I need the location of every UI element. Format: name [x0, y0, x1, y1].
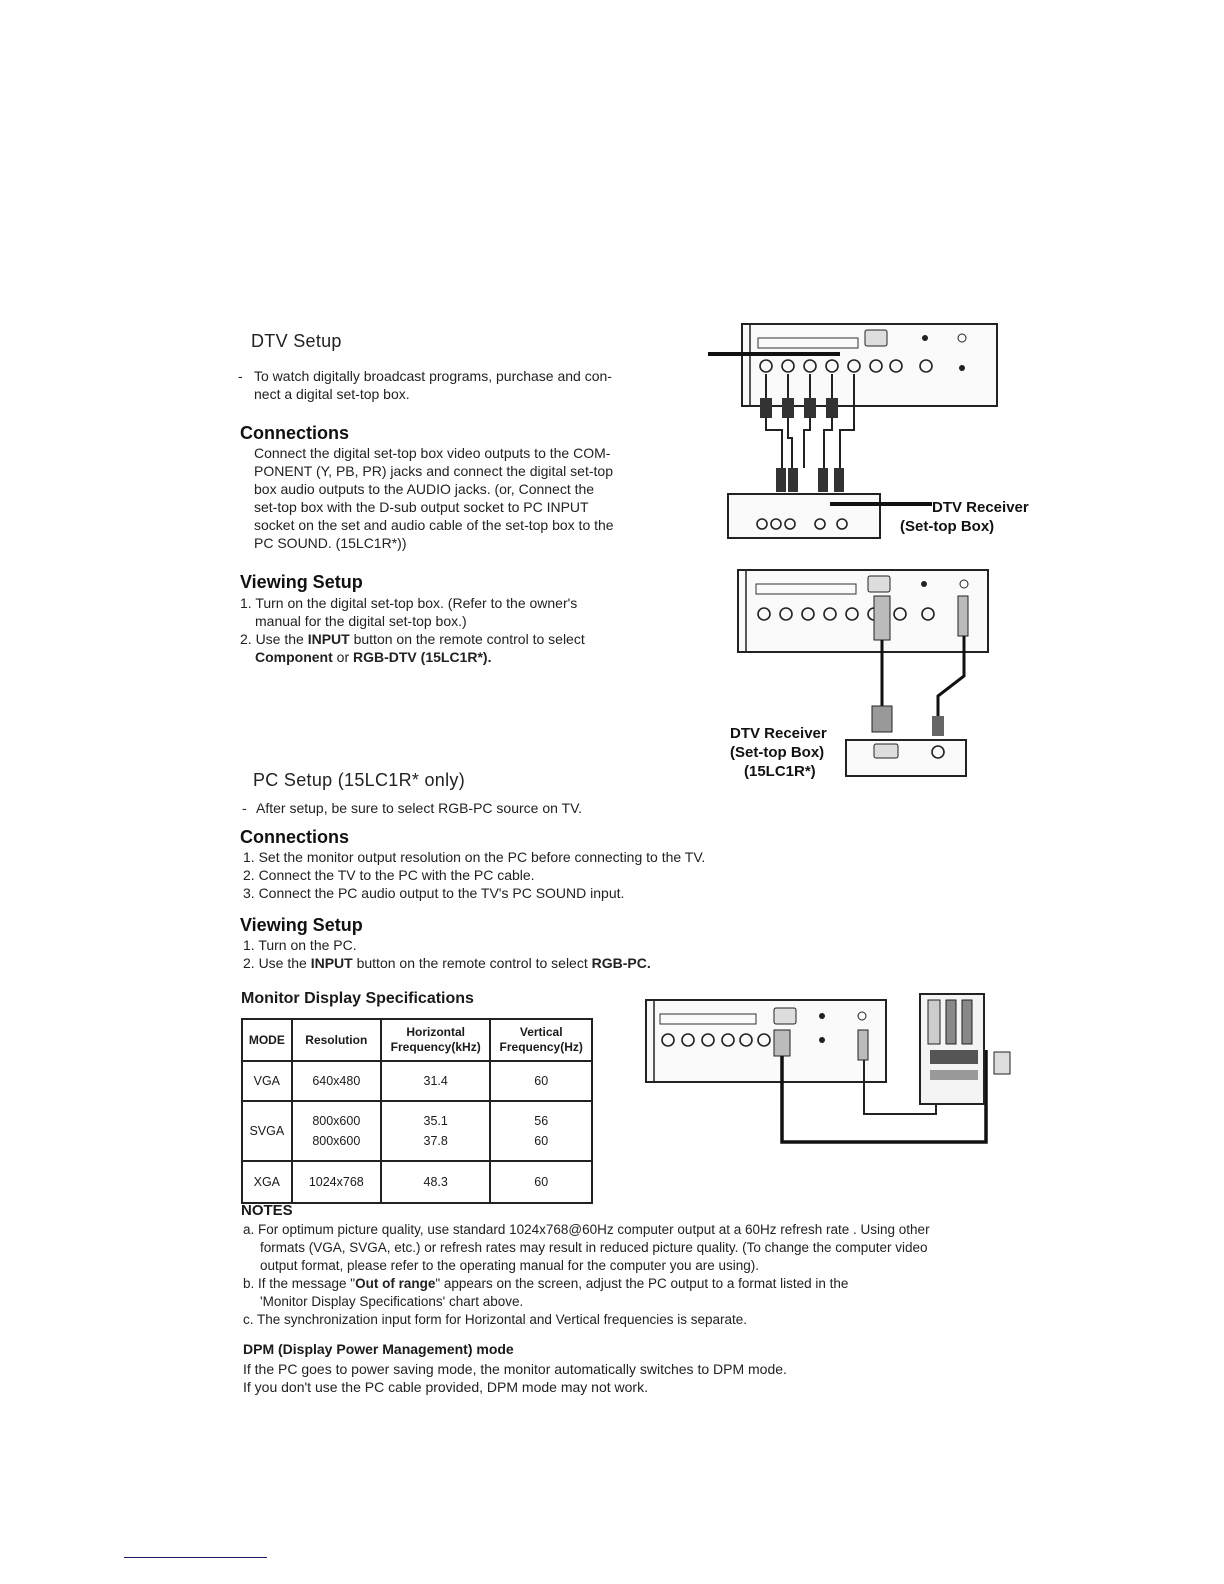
- dtv-connections-line: PONENT (Y, PB, PR) jacks and connect the digital set-top: [254, 463, 613, 479]
- diagram2-label-line2: (Set-top Box): [730, 744, 825, 761]
- pc-connections-step: 1. Set the monitor output resolution on the PC before connecting to the TV.: [243, 849, 706, 865]
- diagram2-label-line3: (15LC1R*): [744, 763, 816, 780]
- dtv-viewing-step1b: manual for the digital set-top box.): [255, 613, 467, 629]
- pc-viewing-title: Viewing Setup: [240, 915, 363, 935]
- monitor-specs-table: [241, 1018, 593, 1204]
- pc-intro: After setup, be sure to select RGB-PC source on TV.: [256, 800, 583, 816]
- dtv-connections-line: box audio outputs to the AUDIO jacks. (or, Connect the: [254, 481, 595, 497]
- dtv-connection-diagram-2: [728, 566, 996, 788]
- dtv-connections-line: set-top box with the D-sub output socket to PC INPUT: [254, 499, 589, 515]
- cell-horizontal: 48.3: [381, 1161, 491, 1203]
- dtv-connections-line: socket on the set and audio cable of the set-top box to the: [254, 517, 614, 533]
- pc-intro-dash: -: [242, 800, 247, 816]
- table-row: [242, 1101, 592, 1161]
- dtv-setup-title: DTV Setup: [251, 331, 342, 351]
- notes-text: [243, 1221, 1023, 1329]
- component-keyword: Component: [255, 649, 333, 665]
- monitor-specs-title: Monitor Display Specifications: [241, 990, 474, 1007]
- pc-connection-diagram: [640, 990, 1020, 1150]
- note-a-line1: a. For optimum picture quality, use standard 1024x768@60Hz computer output at a 60Hz refresh rate . Using other: [243, 1222, 930, 1237]
- cell-line: 35.1: [423, 1114, 448, 1128]
- pc-connections-step: 2. Connect the TV to the PC with the PC cable.: [243, 867, 535, 883]
- dpm-title: DPM (Display Power Management) mode: [243, 1341, 514, 1357]
- note-a-line3: output format, please refer to the operating manual for the computer you are using).: [260, 1258, 760, 1273]
- table-header-row: [242, 1019, 592, 1061]
- notes-title: NOTES: [241, 1202, 293, 1219]
- note-b-line1: [243, 1275, 1023, 1293]
- dtv-viewing-step1: 1. Turn on the digital set-top box. (Refer to the owner's: [240, 595, 578, 611]
- header-line: Frequency(Hz): [499, 1040, 583, 1054]
- pc-viewing-text: [243, 936, 843, 972]
- header-line: Horizontal: [406, 1025, 466, 1039]
- diagram1-label-line1: DTV Receiver: [932, 499, 1029, 516]
- table-row: [242, 1061, 592, 1101]
- col-header-horizontal: [381, 1019, 491, 1061]
- diagram1-label-line2: (Set-top Box): [900, 518, 995, 535]
- dtv-viewing-text: [240, 594, 700, 666]
- cell-vertical: 60: [490, 1061, 592, 1101]
- dtv-connections-line: Connect the digital set-top box video outputs to the COM-: [254, 445, 611, 461]
- cell-resolution: [292, 1101, 381, 1161]
- cell-resolution: 1024x768: [292, 1161, 381, 1203]
- note-a-line2: formats (VGA, SVGA, etc.) or refresh rates may result in reduced picture quality. (To change the computer video: [260, 1240, 928, 1255]
- out-of-range-keyword: Out of range: [355, 1276, 436, 1291]
- pc-viewing-step1: 1. Turn on the PC.: [243, 937, 357, 953]
- pc-connections-step: 3. Connect the PC audio output to the TV's PC SOUND input.: [243, 885, 625, 901]
- cell-line: 56: [534, 1114, 549, 1128]
- pc-setup-title: PC Setup (15LC1R* only): [253, 770, 466, 790]
- header-line: Frequency(kHz): [390, 1040, 481, 1054]
- col-header-mode: MODE: [242, 1019, 292, 1061]
- cell-mode: SVGA: [242, 1101, 292, 1161]
- dtv-connection-diagram-1: [700, 318, 1029, 544]
- text-span: 2. Use the: [240, 631, 308, 647]
- rgb-dtv-keyword: RGB-DTV (15LC1R*).: [353, 649, 492, 665]
- cell-horizontal: [381, 1101, 491, 1161]
- dtv-intro-line1: To watch digitally broadcast programs, purchase and con-: [254, 368, 612, 384]
- diagram2-label-line1: DTV Receiver: [730, 725, 827, 742]
- col-header-resolution: Resolution: [292, 1019, 381, 1061]
- cell-line: 37.8: [423, 1134, 448, 1148]
- input-keyword: INPUT: [310, 955, 353, 971]
- header-line: Vertical: [519, 1025, 563, 1039]
- pc-viewing-step2: [243, 954, 843, 972]
- table-row: [242, 1161, 592, 1203]
- text-span: button on the remote control to select: [352, 955, 592, 971]
- text-span: button on the remote control to select: [349, 631, 585, 647]
- note-b-line2: 'Monitor Display Specifications' chart above.: [260, 1294, 524, 1309]
- dtv-connections-title: Connections: [240, 423, 350, 443]
- cell-line: 800x600: [312, 1114, 361, 1128]
- note-c-line1: c. The synchronization input form for Horizontal and Vertical frequencies is separate.: [243, 1312, 748, 1327]
- dtv-connections-line: PC SOUND. (15LC1R*)): [254, 535, 407, 551]
- cell-mode: VGA: [242, 1061, 292, 1101]
- cell-resolution: 640x480: [292, 1061, 381, 1101]
- text-span: b. If the message ": [243, 1276, 356, 1291]
- text-span: 2. Use the: [243, 955, 311, 971]
- dtv-connections-text: [254, 444, 694, 552]
- cell-line: 60: [534, 1134, 549, 1148]
- cell-horizontal: 31.4: [381, 1061, 491, 1101]
- rgb-pc-keyword: RGB-PC.: [591, 955, 651, 971]
- pc-connections-text: [243, 848, 843, 902]
- text-span: or: [332, 649, 353, 665]
- dtv-intro-line2: nect a digital set-top box.: [254, 386, 410, 402]
- dpm-line1: If the PC goes to power saving mode, the monitor automatically switches to DPM mode.: [243, 1361, 787, 1377]
- pc-connections-title: Connections: [240, 827, 350, 847]
- footer-rule: [124, 1557, 267, 1558]
- cell-mode: XGA: [242, 1161, 292, 1203]
- col-header-vertical: [490, 1019, 592, 1061]
- dtv-viewing-step2: [240, 630, 700, 648]
- dtv-viewing-step2b: [240, 648, 700, 666]
- dtv-intro-dash: -: [238, 368, 243, 384]
- cell-vertical: [490, 1101, 592, 1161]
- text-span: " appears on the screen, adjust the PC output to a format listed in the: [435, 1276, 849, 1291]
- cell-vertical: 60: [490, 1161, 592, 1203]
- cell-line: 800x600: [312, 1134, 361, 1148]
- input-keyword: INPUT: [307, 631, 350, 647]
- dtv-viewing-title: Viewing Setup: [240, 572, 363, 592]
- dpm-line2: If you don't use the PC cable provided, DPM mode may not work.: [243, 1379, 648, 1395]
- dpm-text: [243, 1360, 943, 1396]
